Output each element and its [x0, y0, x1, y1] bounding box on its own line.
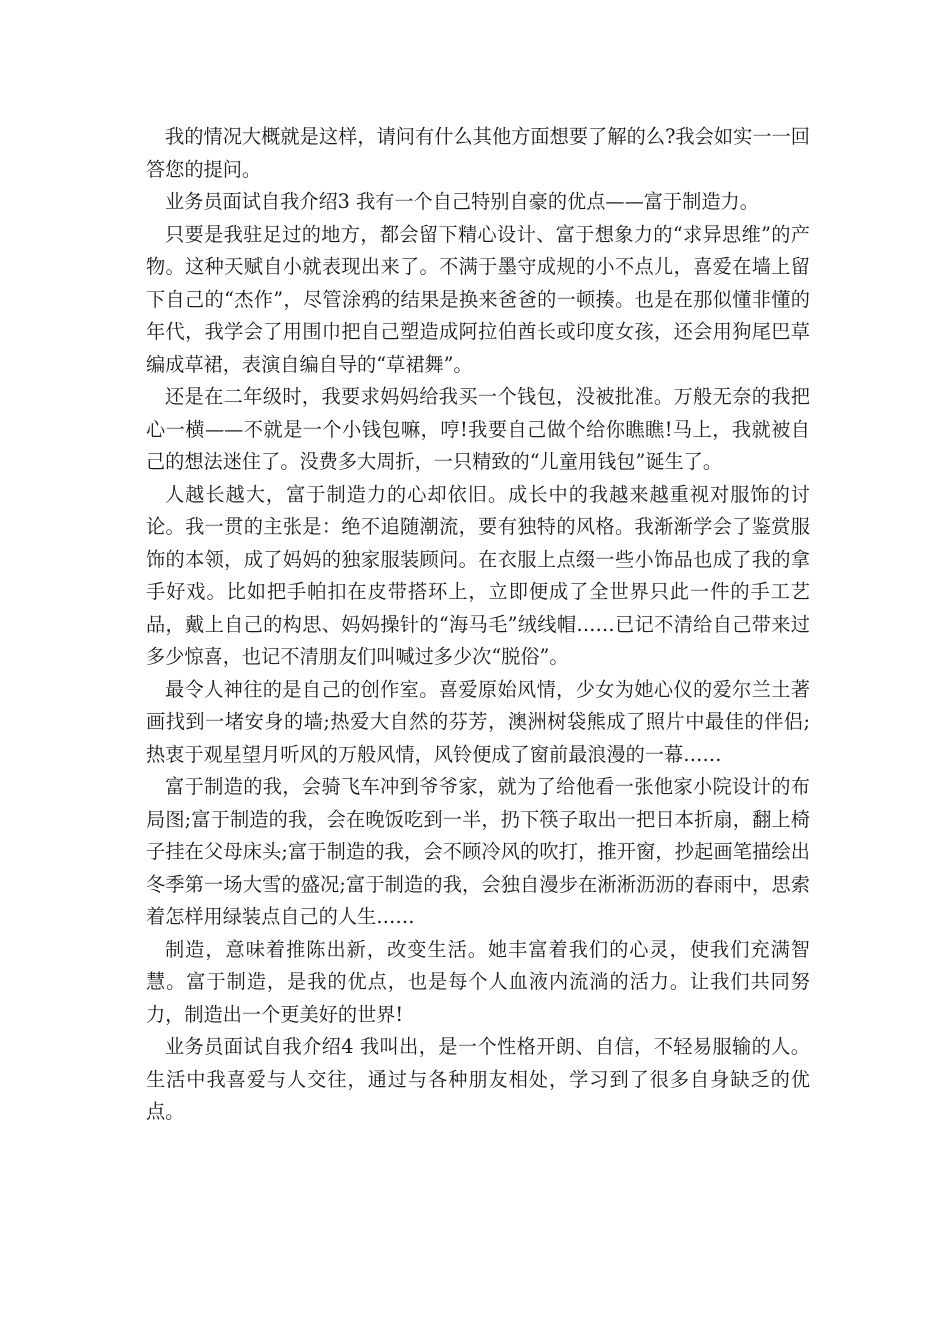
paragraph: 最令人神往的是自己的创作室。喜爱原始风情，少女为她心仪的爱尔兰土著画找到一堵安身的墙;热爱大自然的芬芳，澳洲树袋熊成了照片中最佳的伴侣;热衷于观星望月听风的万般风情，风铃便成了窗前最浪漫的一幕……	[146, 677, 810, 766]
paragraph-section-heading: 业务员面试自我介绍4 我叫出，是一个性格开朗、自信，不轻易服输的人。生活中我喜爱与人交往，通过与各种朋友相处，学习到了很多自身缺乏的优点。	[146, 1035, 810, 1123]
paragraph: 人越长越大，富于制造力的心却依旧。成长中的我越来越重视对服饰的讨论。我一贯的主张是：绝不追随潮流，要有独特的风格。我渐渐学会了鉴赏服饰的本领，成了妈妈的独家服装顾问。在衣服上点缀一些小饰品也成了我的拿手好戏。比如把手帕扣在皮带搭环上，立即便成了全世界只此一件的手工艺品，戴上自己的构思、妈妈操针的“海马毛”绒线帽……已记不清给自己带来过多少惊喜，也记不清朋友们叫喊过多少次“脱俗”。	[146, 482, 810, 668]
paragraph: 还是在二年级时，我要求妈妈给我买一个钱包，没被批准。万般无奈的我把心一横——不就是一个小钱包嘛，哼!我要自己做个给你瞧瞧!马上，我就被自己的想法迷住了。没费多大周折，一只精致的“儿童用钱包”诞生了。	[146, 385, 810, 473]
paragraph: 我的情况大概就是这样，请问有什么其他方面想要了解的么?我会如实一一回答您的提问。	[146, 125, 810, 181]
paragraph-section-heading: 业务员面试自我介绍3 我有一个自己特别自豪的优点——富于制造力。	[165, 190, 759, 213]
paragraph: 富于制造的我，会骑飞车冲到爷爷家，就为了给他看一张他家小院设计的布局图;富于制造的我，会在晚饭吃到一半，扔下筷子取出一把日本折扇，翻上椅子挂在父母床头;富于制造的我，会不顾冷风的吹打，推开窗，抄起画笔描绘出冬季第一场大雪的盛况;富于制造的我，会独自漫步在淅淅沥沥的春雨中，思索着怎样用绿装点自己的人生……	[146, 775, 810, 928]
paragraph: 只要是我驻足过的地方，都会留下精心设计、富于想象力的“求异思维”的产物。这种天赋自小就表现出来了。不满于墨守成规的小不点儿，喜爱在墙上留下自己的“杰作”，尽管涂鸦的结果是换来爸爸的一顿揍。也是在那似懂非懂的年代，我学会了用围巾把自己塑造成阿拉伯酋长或印度女孩，还会用狗尾巴草编成草裙，表演自编自导的“草裙舞”。	[146, 222, 810, 376]
document-body	[146, 121, 810, 1129]
paragraph: 制造，意味着推陈出新，改变生活。她丰富着我们的心灵，使我们充满智慧。富于制造，是我的优点，也是每个人血液内流淌的活力。让我们共同努力，制造出一个更美好的世界!	[146, 937, 810, 1026]
